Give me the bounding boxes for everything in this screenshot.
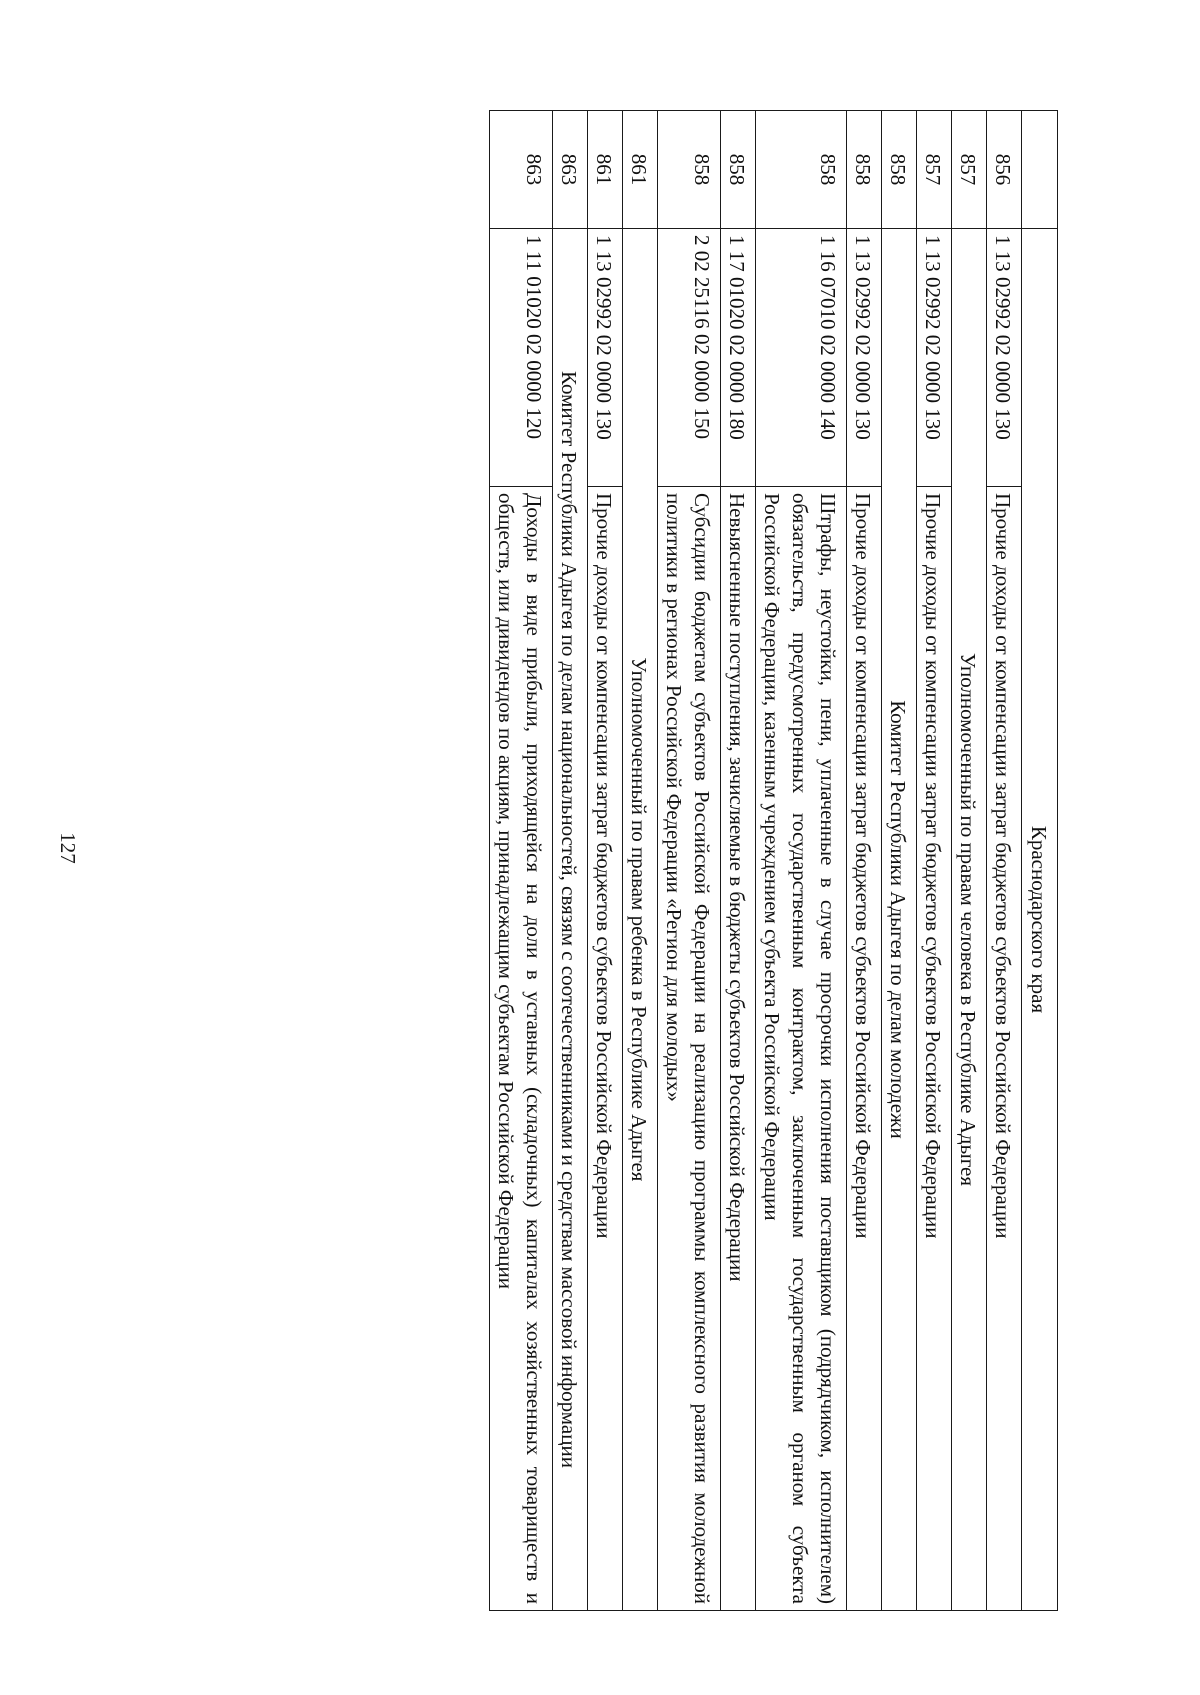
- admin-code-cell: 856: [987, 111, 1022, 229]
- table-row: [952, 111, 987, 1611]
- revenue-code-cell: 1 13 02992 02 0000 130: [917, 229, 952, 487]
- revenue-name-cell: Штрафы, неустойки, пени, уплаченные в случае просрочки исполнения поставщиком (подрядчиком, исполнителем) обязательств, предусмотренных государственным контрактом, заключенным государственным органом субъекта Российской Федерации, казенным учреждением субъекта Российской Федерации: [756, 487, 847, 1611]
- table-row: [658, 111, 721, 1611]
- admin-code-cell: 861: [623, 111, 658, 229]
- revenue-name-cell: Прочие доходы от компенсации затрат бюджетов субъектов Российской Федерации: [588, 487, 623, 1611]
- section-heading: Уполномоченный по правам человека в Республике Адыгея: [952, 229, 987, 1611]
- revenue-code-cell: 1 13 02992 02 0000 130: [847, 229, 882, 487]
- section-heading: Комитет Республики Адыгея по делам молодежи: [882, 229, 917, 1611]
- revenue-code-cell: 1 17 01020 02 0000 180: [721, 229, 756, 487]
- table-row: [721, 111, 756, 1611]
- admin-code-cell: 858: [658, 111, 721, 229]
- revenue-code-cell: 1 11 01020 02 0000 120: [490, 229, 553, 487]
- admin-code-cell: 857: [952, 111, 987, 229]
- revenue-name-cell: Доходы в виде прибыли, приходящейся на доли в уставных (складочных) капиталах хозяйственных товариществ и обществ, или дивидендов по акциям, принадлежащим субъектам Российской Федерации: [490, 487, 553, 1611]
- table-row: [987, 111, 1022, 1611]
- table-row: [588, 111, 623, 1611]
- table-row: [882, 111, 917, 1611]
- revenue-name-cell: Прочие доходы от компенсации затрат бюджетов субъектов Российской Федерации: [847, 487, 882, 1611]
- admin-code-cell: [1022, 111, 1058, 229]
- revenue-name-cell: Невыясненные поступления, зачисляемые в бюджеты субъектов Российской Федерации: [721, 487, 756, 1611]
- table-row: [490, 111, 553, 1611]
- rotated-page-content: [128, 110, 1058, 1610]
- admin-code-cell: 858: [756, 111, 847, 229]
- table-row: [1022, 111, 1058, 1611]
- admin-code-cell: 857: [917, 111, 952, 229]
- admin-code-cell: 858: [882, 111, 917, 229]
- revenue-codes-table: [489, 110, 1058, 1611]
- admin-code-cell: 863: [490, 111, 553, 229]
- revenue-code-cell: 1 13 02992 02 0000 130: [588, 229, 623, 487]
- revenue-name-cell: Прочие доходы от компенсации затрат бюджетов субъектов Российской Федерации: [987, 487, 1022, 1611]
- revenue-code-cell: 2 02 25116 02 0000 150: [658, 229, 721, 487]
- admin-code-cell: 858: [847, 111, 882, 229]
- table-row: [553, 111, 588, 1611]
- table-row: [847, 111, 882, 1611]
- section-heading: Уполномоченный по правам ребенка в Республике Адыгея: [623, 229, 658, 1611]
- table-row: [917, 111, 952, 1611]
- admin-code-cell: 858: [721, 111, 756, 229]
- page-number: 127: [56, 832, 80, 864]
- table-row: [623, 111, 658, 1611]
- section-heading: Краснодарского края: [1022, 229, 1058, 1611]
- revenue-name-cell: Субсидии бюджетам субъектов Российской Федерации на реализацию программы комплексного развития молодежной политики в регионах Российской Федерации «Регион для молодых»: [658, 487, 721, 1611]
- revenue-code-cell: 1 16 07010 02 0000 140: [756, 229, 847, 487]
- section-heading: Комитет Республики Адыгея по делам национальностей, связям с соотечественниками и средствам массовой информации: [553, 229, 588, 1611]
- revenue-name-cell: Прочие доходы от компенсации затрат бюджетов субъектов Российской Федерации: [917, 487, 952, 1611]
- admin-code-cell: 863: [553, 111, 588, 229]
- table-row: [756, 111, 847, 1611]
- admin-code-cell: 861: [588, 111, 623, 229]
- revenue-code-cell: 1 13 02992 02 0000 130: [987, 229, 1022, 487]
